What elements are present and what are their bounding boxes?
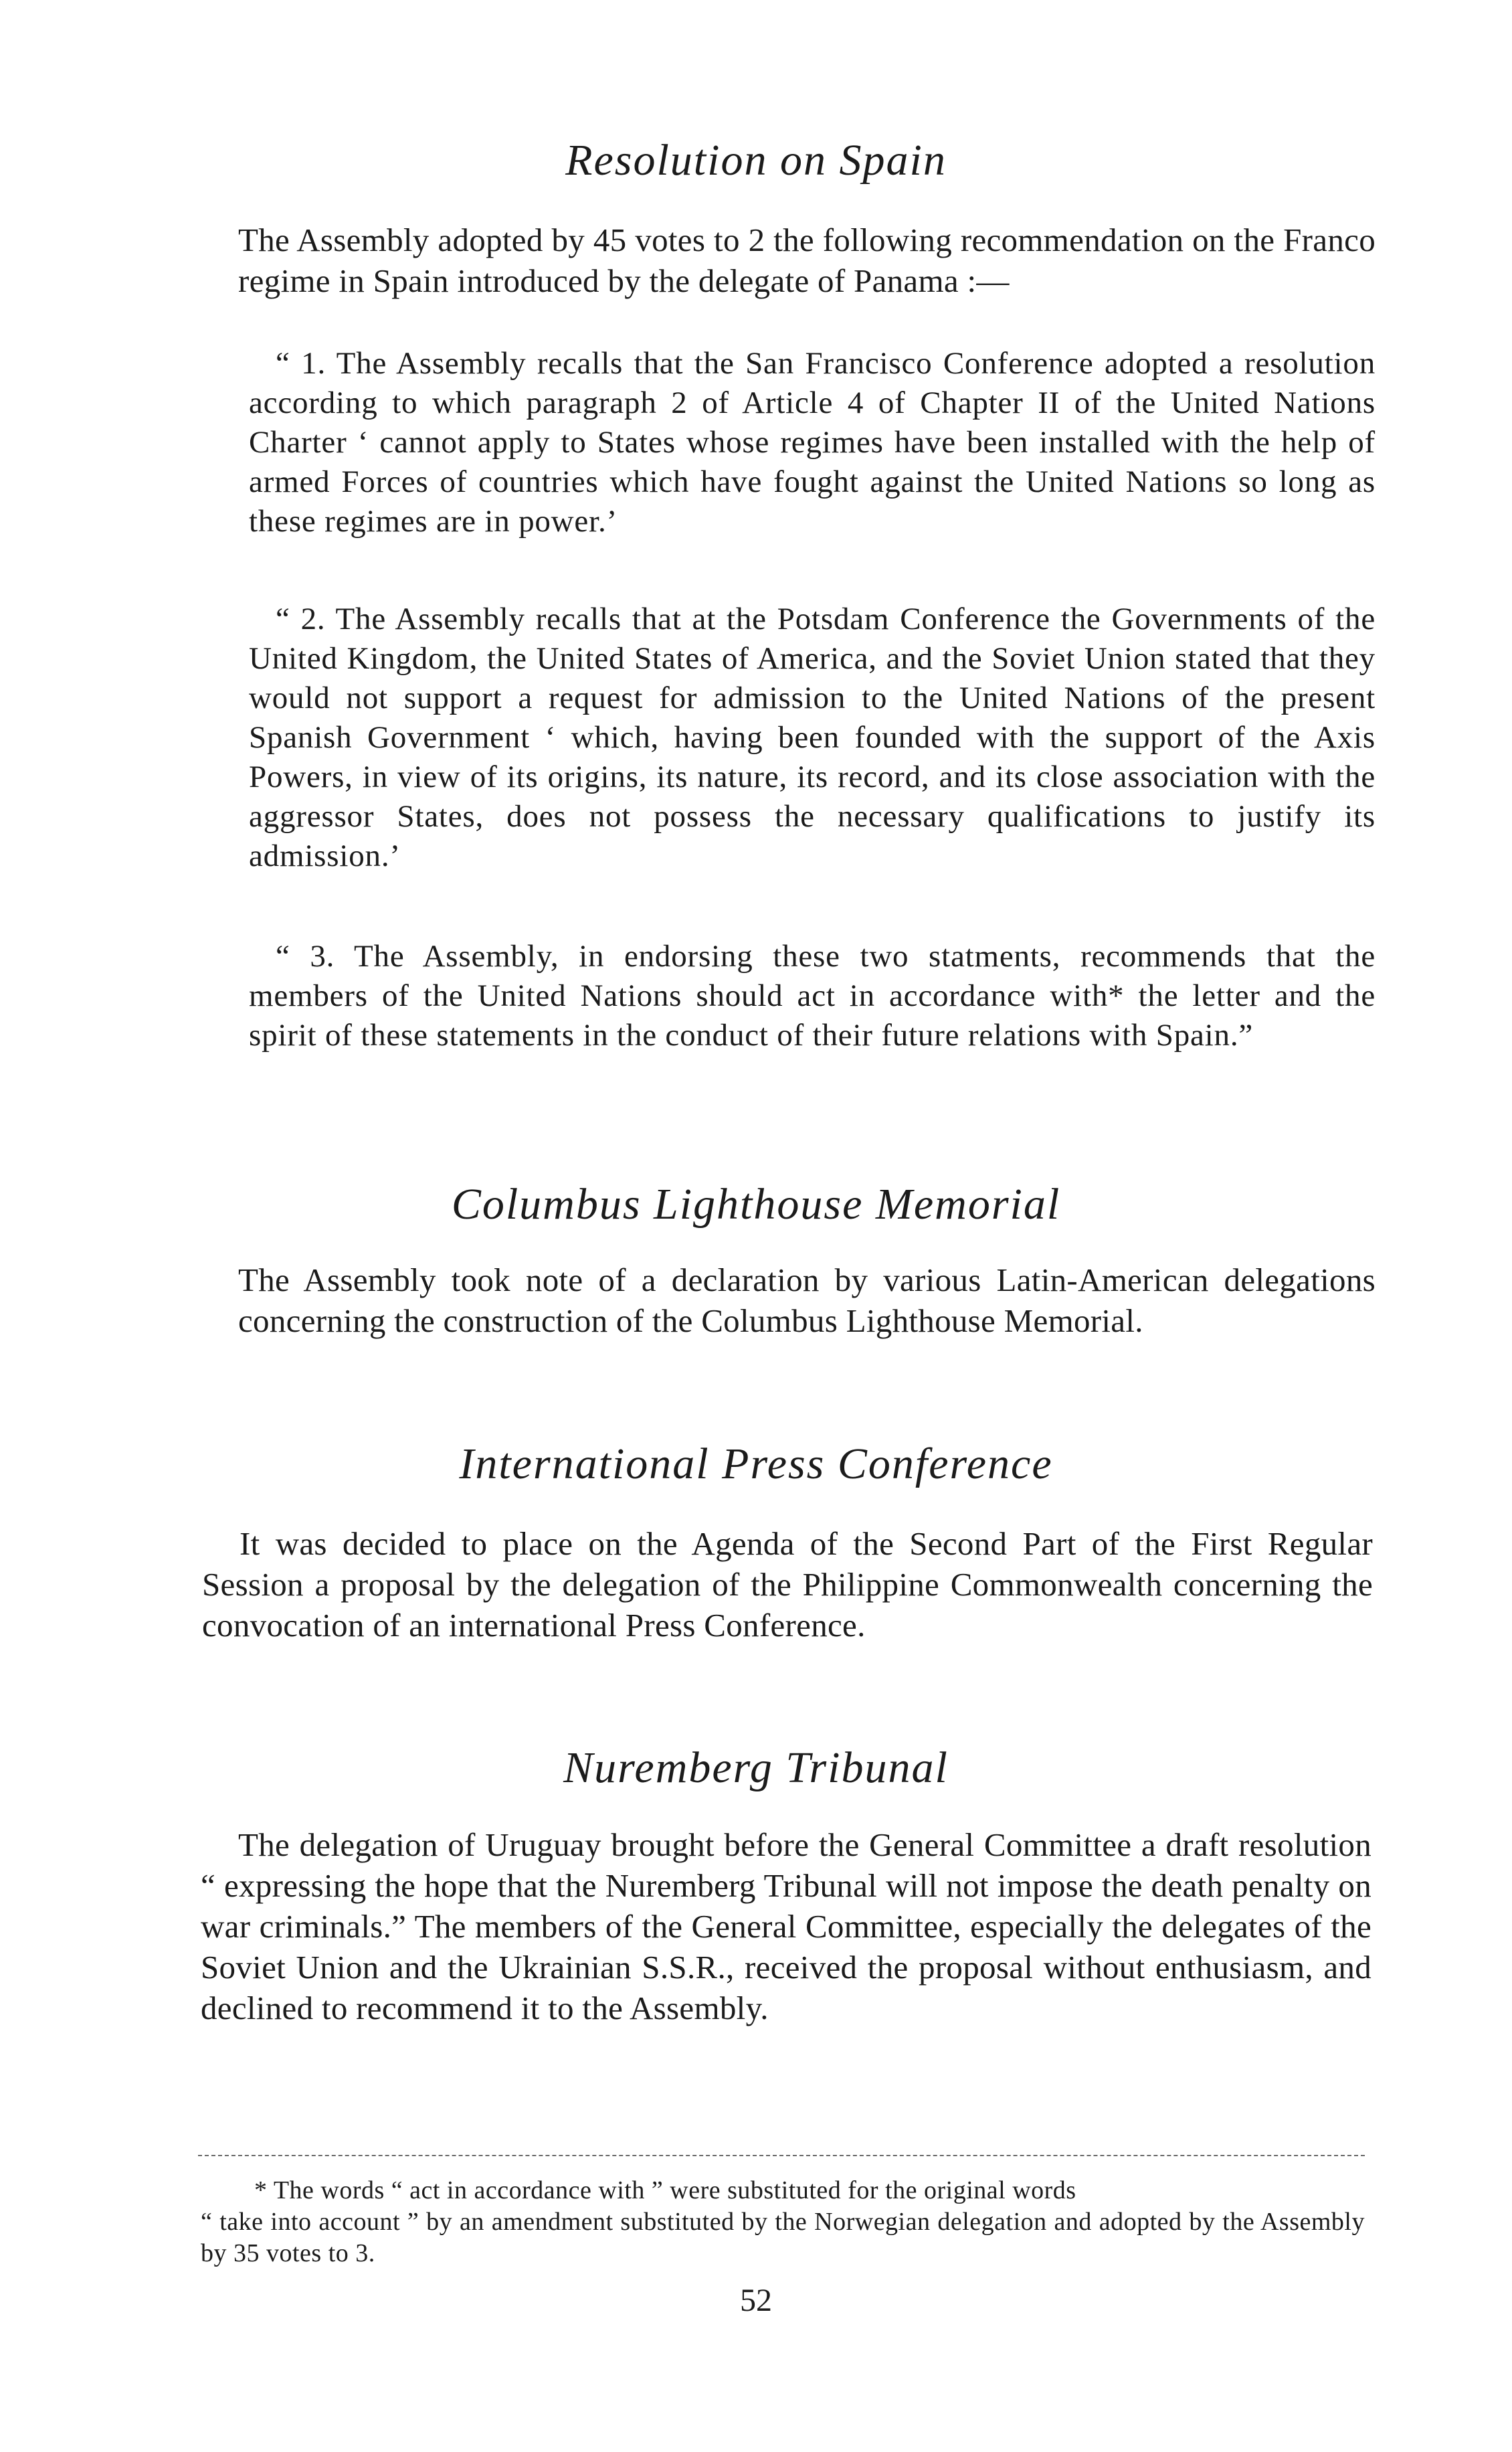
press-paragraph: It was decided to place on the Agenda of the Second Part of the First Regular Session a proposal by the delegation of the Philippine Commonwealth concerning the convocation of an international Press Conference. xyxy=(202,1525,1373,1644)
footnote-separator xyxy=(198,2155,1365,2156)
heading-international-press-conference: International Press Conference xyxy=(459,1439,1053,1488)
heading-nuremberg-tribunal: Nuremberg Tribunal xyxy=(563,1743,949,1792)
nuremberg-paragraph: The delegation of Uruguay brought before the General Committee a draft resolution “ expressing the hope that the Nuremberg Tribunal will not impose the death penalty on war criminals.” The members of the General Committee, especially the delegates of the Soviet Union and the Ukrainian S.S.R., received the proposal without enthusiasm, and declined to recommend it to the Assembly. xyxy=(201,1826,1372,2026)
page-number: 52 xyxy=(740,2283,772,2318)
footnote-line-1: * The words “ act in accordance with ” were substituted for the original words xyxy=(254,2176,1076,2204)
footnote xyxy=(201,2175,1365,2269)
heading-columbus-lighthouse-memorial: Columbus Lighthouse Memorial xyxy=(451,1180,1061,1229)
footnote-continuation: “ take into account ” by an amendment substituted by the Norwegian delegation and adopted by the Assembly by 35 votes to 3. xyxy=(201,2208,1365,2267)
spain-quote-1: “ 1. The Assembly recalls that the San Francisco Conference adopted a resolution according to which paragraph 2 of Article 4 of Chapter II of the United Nations Charter ‘ cannot apply to States whose regimes have been installed with the help of armed Forces of countries which have fought against the United Nations so long as these regimes are in power.’ xyxy=(249,346,1376,539)
heading-resolution-on-spain: Resolution on Spain xyxy=(565,136,947,185)
spain-quote-3: “ 3. The Assembly, in endorsing these two statments, recommends that the members of the United Nations should act in accordance with* the letter and the spirit of these statements in the conduct of their future relations with Spain.” xyxy=(249,939,1376,1053)
spain-quote-2: “ 2. The Assembly recalls that at the Potsdam Conference the Governments of the United Kingdom, the United States of America, and the Soviet Union stated that they would not support a request for admission to the United Nations of the present Spanish Government ‘ which, having been founded with the support of the Axis Powers, in view of its origins, its nature, its record, and its close association with the aggressor States, does not possess the necessary qualifications to justify its admission.’ xyxy=(249,602,1376,873)
spain-intro-paragraph: The Assembly adopted by 45 votes to 2 the following recommendation on the Franco regime in Spain introduced by the delegate of Panama :— xyxy=(238,222,1376,299)
columbus-paragraph: The Assembly took note of a declaration by various Latin-American delegations concerning the construction of the Columbus Lighthouse Memorial. xyxy=(238,1261,1376,1339)
